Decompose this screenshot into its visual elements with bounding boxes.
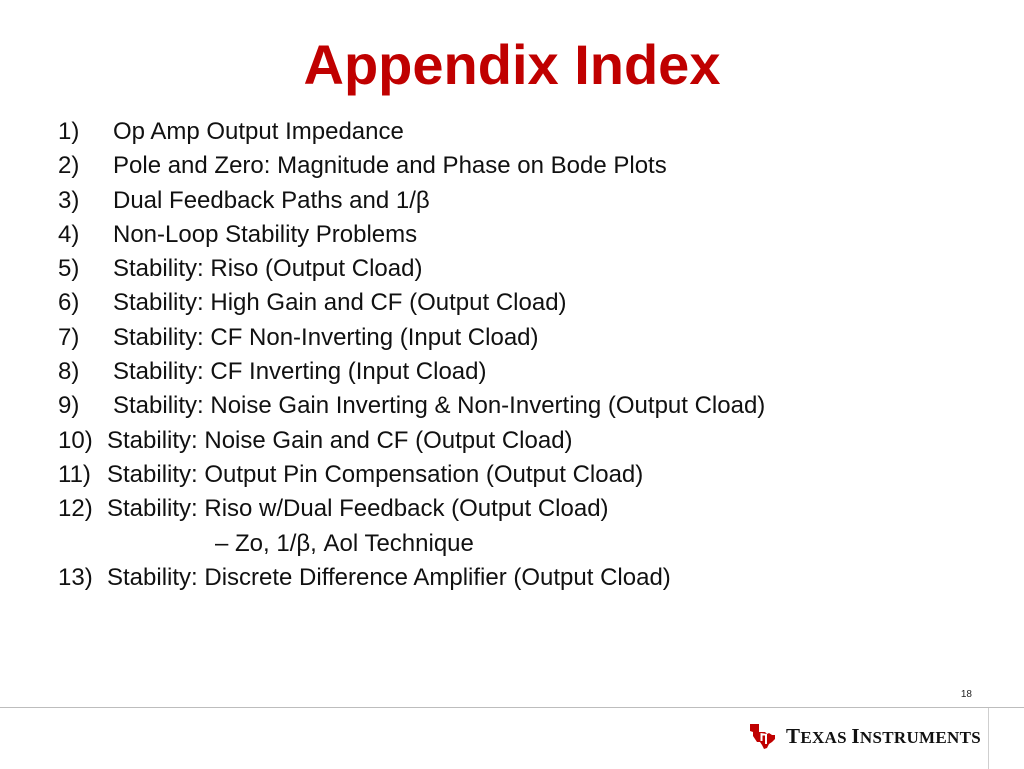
slide-title: Appendix Index (303, 33, 721, 96)
item-number: 9) (58, 392, 80, 420)
item-text: Op Amp Output Impedance (113, 118, 404, 145)
item-text: Pole and Zero: Magnitude and Phase on Bode Plots (113, 152, 667, 180)
item-number: 4) (58, 220, 80, 248)
appendix-index-list (58, 115, 998, 595)
list-item (58, 184, 998, 218)
item-number: 3) (58, 186, 80, 214)
item-text: Non-Loop Stability Problems (113, 220, 418, 248)
item-number: 5) (58, 255, 80, 283)
texas-state-icon (748, 721, 778, 751)
item-text: Stability: Riso w/Dual Feedback (Output Cload) (107, 495, 609, 523)
list-item (58, 389, 998, 423)
item-text: Stability: Riso (Output Cload) (113, 255, 423, 283)
item-text: Stability: Discrete Difference Amplifier (Output Cload) (107, 563, 671, 591)
list-item (58, 149, 998, 183)
item-text: Stability: Output Pin Compensation (Output Cload) (107, 460, 644, 488)
list-item (58, 355, 998, 389)
texas-instruments-wordmark: TEXAS INSTRUMENTS (786, 723, 981, 748)
list-item (58, 561, 998, 595)
list-item (58, 218, 998, 252)
list-item (58, 321, 998, 355)
item-text: Stability: High Gain and CF (Output Cload) (113, 289, 567, 317)
list-item (58, 252, 998, 286)
list-item (58, 424, 998, 458)
list-item (58, 458, 998, 492)
item-number: 1) (58, 118, 80, 145)
item-text: Stability: CF Non-Inverting (Input Cload) (113, 323, 539, 351)
item-number: 10) (58, 426, 93, 454)
item-number: 6) (58, 289, 80, 317)
item-number: 8) (58, 358, 80, 386)
list-item (58, 286, 998, 320)
item-number: 13) (58, 563, 93, 591)
item-text: Dual Feedback Paths and 1/β (113, 186, 430, 214)
item-number: 2) (58, 152, 80, 180)
list-sub-item (58, 527, 998, 561)
item-number: 11) (58, 460, 91, 488)
texas-instruments-logo (748, 721, 981, 751)
list-item (58, 115, 998, 149)
item-text: Stability: CF Inverting (Input Cload) (113, 358, 487, 386)
list-item (58, 492, 998, 526)
item-number: 7) (58, 323, 80, 351)
item-text: – Zo, 1/β, Aol Technique (215, 529, 474, 557)
page-number: 18 (960, 689, 972, 700)
item-text: Stability: Noise Gain and CF (Output Cload) (107, 426, 573, 454)
item-text: Stability: Noise Gain Inverting & Non-Inverting (Output Cload) (113, 392, 766, 420)
item-number: 12) (58, 495, 93, 523)
